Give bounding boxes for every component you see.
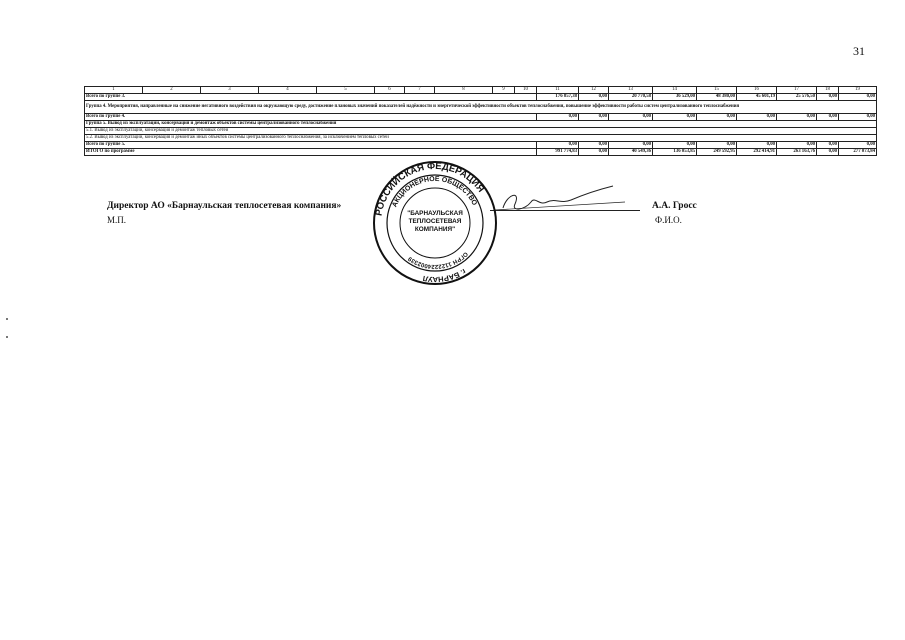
row-label: Всего по группе 4. — [85, 114, 537, 121]
column-number: 11 — [537, 87, 579, 94]
seal-center-text — [392, 210, 478, 234]
row-label: 5.2. Вывод из эксплуатации, консервация и демонтаж иных объектов системы централизованного теплоснабжения, за исключением тепловых сетей — [85, 135, 877, 142]
row-value: 40 549,36 — [609, 149, 653, 156]
row-value: 176 857,38 — [537, 94, 579, 101]
table-row-total — [85, 114, 877, 121]
scan-edge-mark — [6, 318, 8, 320]
column-number: 12 — [579, 87, 609, 94]
row-value: 0,00 — [817, 149, 839, 156]
row-value: 136 053,85 — [653, 149, 697, 156]
column-number: 9 — [493, 87, 515, 94]
row-value: 991 774,83 — [537, 149, 579, 156]
row-value: 48 380,00 — [697, 94, 737, 101]
handwritten-signature — [485, 180, 635, 220]
column-number: 8 — [435, 87, 493, 94]
seal-inner-text: АКЦИОНЕРНОЕ ОБЩЕСТВО — [391, 175, 478, 209]
row-value: 0,00 — [653, 114, 697, 121]
column-number: 2 — [143, 87, 201, 94]
column-number: 5 — [317, 87, 375, 94]
row-value: 0,00 — [737, 142, 777, 149]
row-value: 36 529,00 — [653, 94, 697, 101]
row-value: 0,00 — [737, 114, 777, 121]
column-number: 7 — [405, 87, 435, 94]
row-value: 0,00 — [609, 142, 653, 149]
column-number: 3 — [201, 87, 259, 94]
row-value: 20 770,58 — [609, 94, 653, 101]
row-value: 45 601,19 — [737, 94, 777, 101]
stamp-place-label: М.П. — [107, 215, 127, 225]
row-value: 0,00 — [653, 142, 697, 149]
row-label: Всего по группе 3. — [85, 94, 537, 101]
column-number: 17 — [777, 87, 817, 94]
row-label: Группа 4. Мероприятия, направленные на снижение негативного воздействия на окружающую среду, достижение плановых значений показателей надёжности и энергетической эффективности объектов теплоснабжения, повышение эффективности работы систем централизованного теплоснабжения — [85, 101, 877, 114]
seal-outer-text: РОССИЙСКАЯ ФЕДЕРАЦИЯ — [373, 160, 487, 217]
table-row-total — [85, 149, 877, 156]
row-value: 263 163,76 — [777, 149, 817, 156]
row-value: 0,00 — [817, 114, 839, 121]
seal-ogrn-text: ОГРН 1122224002339 — [407, 250, 469, 270]
row-value: 249 592,95 — [697, 149, 737, 156]
director-title: Директор АО «Барнаульская теплосетевая компания» — [107, 201, 342, 211]
seal-city-text: г. БАРНАУЛ — [422, 266, 468, 285]
column-number: 4 — [259, 87, 317, 94]
row-value: 277 073,84 — [839, 149, 877, 156]
row-value: 25 576,50 — [777, 94, 817, 101]
row-value: 0,00 — [609, 114, 653, 121]
row-value: 0,00 — [839, 142, 877, 149]
svg-text:ОГРН 1122224002339 — [407, 250, 468, 269]
table-row-subgroup — [85, 128, 877, 135]
table-header-row — [85, 87, 877, 94]
column-number: 19 — [839, 87, 877, 94]
row-label: ИТОГО по программе — [85, 149, 537, 156]
row-value: 0,00 — [817, 142, 839, 149]
table-row-group — [85, 101, 877, 114]
page-number: 31 — [853, 44, 865, 58]
investment-program-table — [84, 86, 877, 156]
signer-name-caption: Ф.И.О. — [655, 215, 682, 225]
row-value: 0,00 — [579, 94, 609, 101]
column-number: 15 — [697, 87, 737, 94]
table-row-total — [85, 94, 877, 101]
row-value: 0,00 — [697, 142, 737, 149]
column-number: 18 — [817, 87, 839, 94]
row-value: 0,00 — [817, 94, 839, 101]
table-row-subgroup — [85, 135, 877, 142]
table-row-group — [85, 121, 877, 128]
seal-center-line-1: "БАРНАУЛЬСКАЯ — [407, 210, 463, 217]
row-value: 0,00 — [537, 142, 579, 149]
seal-center-line-2: ТЕПЛОСЕТЕВАЯ — [408, 218, 462, 225]
row-value: 0,00 — [697, 114, 737, 121]
row-value: 0,00 — [839, 94, 877, 101]
row-label: Всего по группе 5. — [85, 142, 537, 149]
row-label: Группа 5. Вывод из эксплуатации, консервация и демонтаж объектов системы централизованного теплоснабжения — [85, 121, 877, 128]
column-number: 14 — [653, 87, 697, 94]
row-value: 0,00 — [579, 142, 609, 149]
row-label: 5.1. Вывод из эксплуатации, консервация и демонтаж тепловых сетей — [85, 128, 877, 135]
row-value: 0,00 — [579, 149, 609, 156]
signer-name: А.А. Гросс — [652, 201, 697, 211]
column-number: 13 — [609, 87, 653, 94]
scan-edge-mark — [6, 336, 8, 338]
seal-center-line-3: КОМПАНИЯ" — [414, 226, 456, 233]
column-number: 10 — [515, 87, 537, 94]
column-number: 16 — [737, 87, 777, 94]
row-value: 0,00 — [777, 114, 817, 121]
column-number: 6 — [375, 87, 405, 94]
row-value: 292 414,91 — [737, 149, 777, 156]
row-value: 0,00 — [579, 114, 609, 121]
row-value: 0,00 — [537, 114, 579, 121]
table-row-total — [85, 142, 877, 149]
row-value: 0,00 — [777, 142, 817, 149]
column-number: 1 — [85, 87, 143, 94]
row-value: 0,00 — [839, 114, 877, 121]
